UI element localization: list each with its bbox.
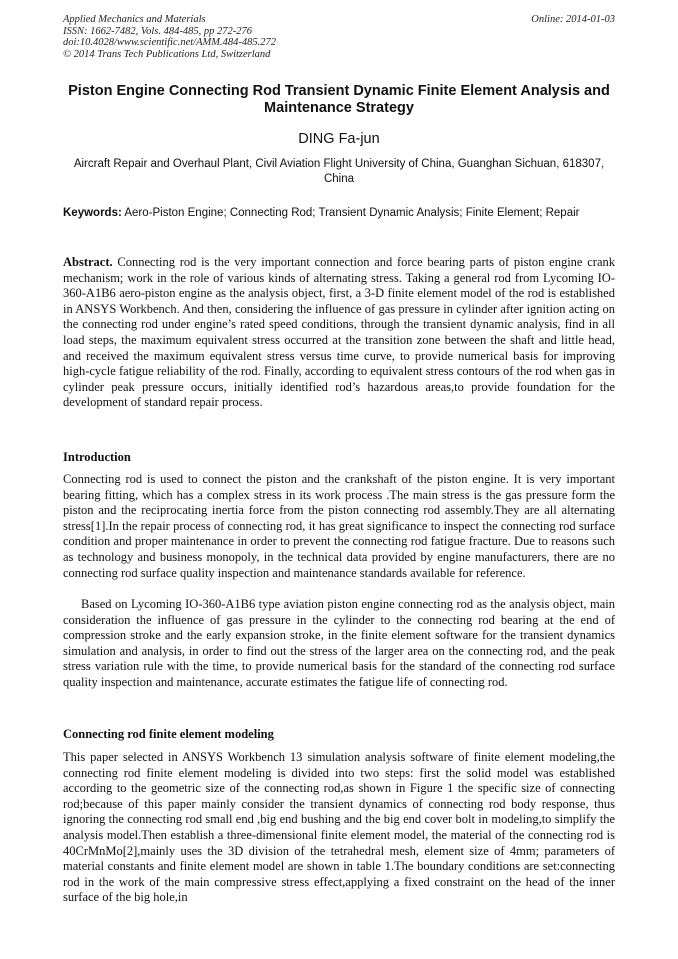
modeling-paragraph-1: This paper selected in ANSYS Workbench 13 simulation analysis software of finite element modeling,the connecting rod finite element modeling is divided into two steps: first the solid model was established according to the geometric size of the connecting rod,as shown in Figure 1 the specific size of connecting rod;because of this paper mainly consider the transient dynamics of connecting rod body response, thus ignoring the connecting rod small end ,big end bushing and the big end cover bolt in modeling,to simplify the analysis model.Then establish a three-dimensional finite element model, the material of the connecting rod is 40CrMnMo[2],mainly uses the 3D division of the tetrahedral mesh, element size of 4mm; parameters of material constants and finite element model are shown in table 1.The boundary conditions are set:connecting rod in the work of the main compressive stress effect,applying a fixed constraint on the head of the inner surface of the big hole,in [63,750,615,905]
journal-header [63,14,615,60]
keywords-text: Aero-Piston Engine; Connecting Rod; Transient Dynamic Analysis; Finite Element; Repair [124,207,580,219]
journal-copyright: © 2014 Trans Tech Publications Ltd, Switzerland [63,48,271,60]
keywords [63,206,615,221]
paper-title: Piston Engine Connecting Rod Transient Dynamic Finite Element Analysis and Maintenance Strategy [68,83,610,116]
keywords-label: Keywords: [63,207,122,219]
abstract-label: Abstract. [63,255,113,269]
introduction-heading: Introduction [63,450,131,464]
modeling-heading: Connecting rod finite element modeling [63,727,274,741]
abstract [63,255,615,411]
introduction-paragraph-1: Connecting rod is used to connect the piston and the crankshaft of the piston engine. It is very important bearing fitting, which has a complex stress in its work process .The main stress is the gas pressure form the piston and the reciprocating inertia force from the piston connecting rod assembly.They are all alternating stress[1].In the repair process of connecting rod, it has great significance to inspect the connecting rod surface condition and proper maintenance in order to prevent the connecting rod fatigue fracture. Due to reasons such as technology and business monopoly, in the technical data provided by engine manufacturers, there are no connecting rod surface quality inspection and maintenance standards available for reference. [63,472,615,580]
journal-issn: ISSN: 1662-7482, Vols. 484-485, pp 272-276 [63,25,252,37]
journal-doi[interactable]: doi:10.4028/www.scientific.net/AMM.484-485.272 [63,37,276,49]
abstract-text: Connecting rod is the very important connection and force bearing parts of piston engine crank mechanism; work in the role of various kinds of alternating stress. Taking a general rod from Lycoming IO-360-A1B6 aero-piston engine as the analysis object, first, a 3-D finite element model of the rod is established in ANSYS Workbench. And then, considering the influence of gas pressure in cylinder after ignition acting on the connecting rod under engine’s rated speed conditions, through the transient dynamic analysis, find in all load steps, the maximum equivalent stress occurred at the transition zone between the shaft and little head, and received the maximum equivalent stress versus time curve, to provide numerical basis for improving high-cycle fatigue reliability of the rod. Finally, according to equivalent stress contours of the rod when gas in cylinder peak pressure occurs, initially identified rod’s hazardous areas,to provide foundation for the development of standard repair process. [63,255,615,410]
author-name: DING Fa-jun [298,131,380,147]
introduction-paragraph-2: Based on Lycoming IO-360-A1B6 type aviation piston engine connecting rod as the analysis object, main consideration the influence of gas pressure in the cylinder to the connecting rod bearing at the end of compression stroke and the early expansion stroke, in the finite element software for the transient dynamics simulation and analysis, in order to find out the stress of the larger area on the connecting rod, and the peak stress variation rule with the time, to provide numerical basis for the standard of the connecting rod surface quality inspection and maintenance, accurate estimates the fatigue life of connecting rod. [63,597,615,689]
online-date: Online: 2014-01-03 [531,14,615,25]
author-affiliation: Aircraft Repair and Overhaul Plant, Civil Aviation Flight University of China, Guanghan Sichuan, 618307, China [73,158,605,185]
journal-name: Applied Mechanics and Materials [63,14,206,25]
